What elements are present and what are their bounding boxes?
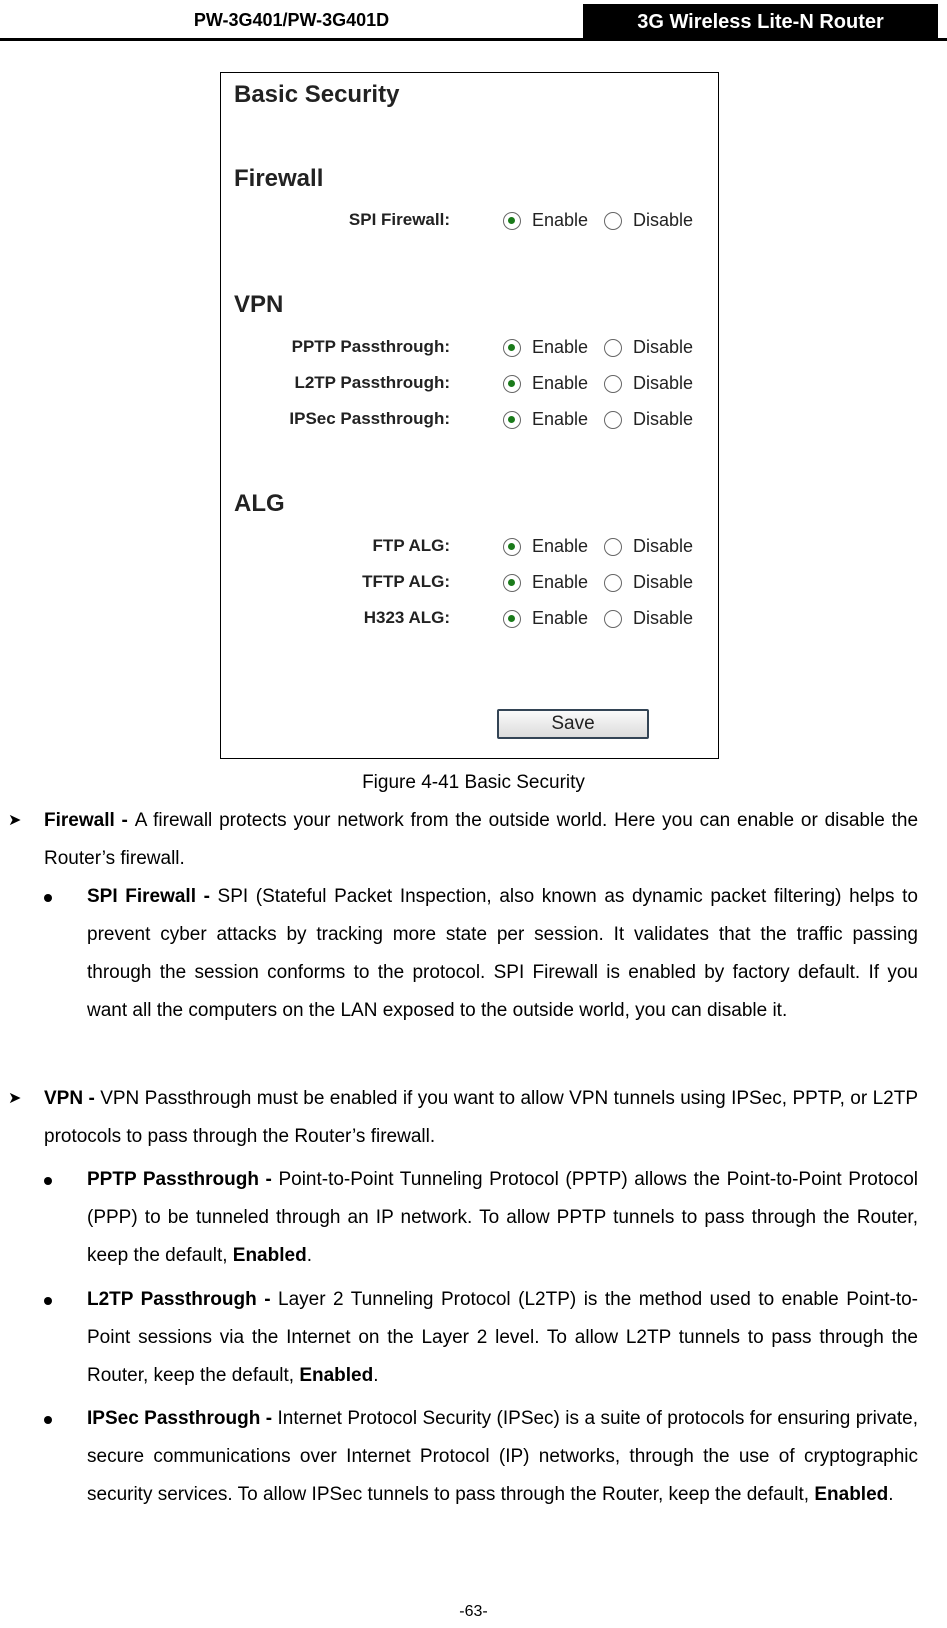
ftp-alg-disable-radio[interactable] xyxy=(604,538,622,556)
row-ftp-alg xyxy=(221,534,720,558)
text: Point-to-Point Tunneling Protocol (PPTP) allows the Point-to-Point Protocol (PPP) to be tunneled through an IP network. To allow PPTP tunnels to pass through the Router, keep the default, xyxy=(87,1169,918,1266)
row-label: L2TP Passthrough: xyxy=(294,373,450,392)
arrow-bullet-icon: ➤ xyxy=(8,812,22,829)
term: VPN - xyxy=(44,1088,101,1109)
row-ipsec-passthrough xyxy=(221,407,720,431)
basic-security-figure xyxy=(220,72,719,759)
disable-label: Disable xyxy=(633,572,694,592)
header-rule xyxy=(0,38,947,41)
ipsec-enable-radio[interactable] xyxy=(503,411,521,429)
enable-label: Enable xyxy=(532,373,589,393)
row-label: TFTP ALG: xyxy=(362,572,450,591)
pptp-disable-radio[interactable] xyxy=(604,339,622,357)
text: Layer 2 Tunneling Protocol (L2TP) is the method used to enable Point-to-Point sessions via the Internet on the Layer 2 level. To allow L2TP tunnels to pass through the Router, keep the default, xyxy=(87,1289,918,1386)
disable-label: Disable xyxy=(633,536,694,556)
l2tp-disable-radio[interactable] xyxy=(604,375,622,393)
bullet-icon xyxy=(44,1177,52,1185)
arrow-bullet-icon: ➤ xyxy=(8,1090,22,1107)
text: VPN Passthrough must be enabled if you want to allow VPN tunnels using IPSec, PPTP, or L2TP protocols to pass through the Router’s firewall. xyxy=(44,1088,919,1147)
save-button[interactable]: Save xyxy=(497,709,649,739)
section-heading-vpn: VPN xyxy=(234,291,284,318)
spi-firewall-enable-radio[interactable] xyxy=(503,212,521,230)
header-model: PW-3G401/PW-3G401D xyxy=(193,10,390,30)
disable-label: Disable xyxy=(633,210,694,230)
enable-label: Enable xyxy=(532,409,589,429)
enable-label: Enable xyxy=(532,572,589,592)
figure-caption: Figure 4-41 Basic Security xyxy=(362,772,585,793)
section-heading-firewall: Firewall xyxy=(234,165,324,192)
term: PPTP Passthrough - xyxy=(87,1169,279,1190)
row-label: PPTP Passthrough: xyxy=(291,337,450,356)
ipsec-paragraph xyxy=(87,1400,918,1514)
end: . xyxy=(306,1245,312,1266)
term: Firewall - xyxy=(44,810,135,831)
enable-label: Enable xyxy=(532,210,589,230)
end: . xyxy=(888,1484,894,1505)
term: IPSec Passthrough - xyxy=(87,1408,278,1429)
h323-alg-enable-radio[interactable] xyxy=(503,610,521,628)
text: A firewall protects your network from the outside world. Here you can enable or disable the Router’s firewall. xyxy=(44,810,919,869)
disable-label: Disable xyxy=(633,409,694,429)
spi-firewall-paragraph xyxy=(87,878,918,1030)
term: SPI Firewall - xyxy=(87,886,218,907)
bold-end: Enabled xyxy=(299,1365,374,1386)
section-heading-alg: ALG xyxy=(234,490,285,517)
bullet-icon xyxy=(44,1416,52,1424)
text: SPI (Stateful Packet Inspection, also known as dynamic packet filtering) helps to prevent cyber attacks by tracking more state per session. It validates that the traffic passing through the session conforms to the protocol. SPI Firewall is enabled by factory default. If you want all the computers on the LAN exposed to the outside world, you can disable it. xyxy=(87,886,918,1021)
disable-label: Disable xyxy=(633,373,694,393)
row-label: H323 ALG: xyxy=(363,608,450,627)
tftp-alg-disable-radio[interactable] xyxy=(604,574,622,592)
pptp-paragraph xyxy=(87,1161,918,1275)
enable-label: Enable xyxy=(532,608,589,628)
row-label: IPSec Passthrough: xyxy=(289,409,450,428)
disable-label: Disable xyxy=(633,608,694,628)
row-label: SPI Firewall: xyxy=(348,210,450,229)
l2tp-enable-radio[interactable] xyxy=(503,375,521,393)
header-product: 3G Wireless Lite-N Router xyxy=(583,4,938,40)
row-h323-alg xyxy=(221,606,720,630)
row-l2tp-passthrough xyxy=(221,371,720,395)
pptp-enable-radio[interactable] xyxy=(503,339,521,357)
tftp-alg-enable-radio[interactable] xyxy=(503,574,521,592)
figure-title: Basic Security xyxy=(234,81,400,108)
row-tftp-alg xyxy=(221,570,720,594)
row-pptp-passthrough xyxy=(221,335,720,359)
page-number: -63- xyxy=(459,1603,488,1620)
text: Internet Protocol Security (IPSec) is a suite of protocols for ensuring private, secure communications over Internet Protocol (IP) networks, through the use of cryptographic security services. To allow IPSec tunnels to pass through the Router, keep the default, xyxy=(87,1408,919,1505)
bold-end: Enabled xyxy=(232,1245,307,1266)
bold-end: Enabled xyxy=(814,1484,889,1505)
row-spi-firewall xyxy=(221,208,720,232)
firewall-paragraph xyxy=(44,802,918,878)
enable-label: Enable xyxy=(532,337,589,357)
enable-label: Enable xyxy=(532,536,589,556)
vpn-paragraph xyxy=(44,1080,918,1156)
l2tp-paragraph xyxy=(87,1281,918,1395)
ipsec-disable-radio[interactable] xyxy=(604,411,622,429)
bullet-icon xyxy=(44,1297,52,1305)
ftp-alg-enable-radio[interactable] xyxy=(503,538,521,556)
row-label: FTP ALG: xyxy=(372,536,450,555)
h323-alg-disable-radio[interactable] xyxy=(604,610,622,628)
bullet-icon xyxy=(44,894,52,902)
end: . xyxy=(373,1365,379,1386)
disable-label: Disable xyxy=(633,337,694,357)
term: L2TP Passthrough - xyxy=(87,1289,279,1310)
spi-firewall-disable-radio[interactable] xyxy=(604,212,622,230)
